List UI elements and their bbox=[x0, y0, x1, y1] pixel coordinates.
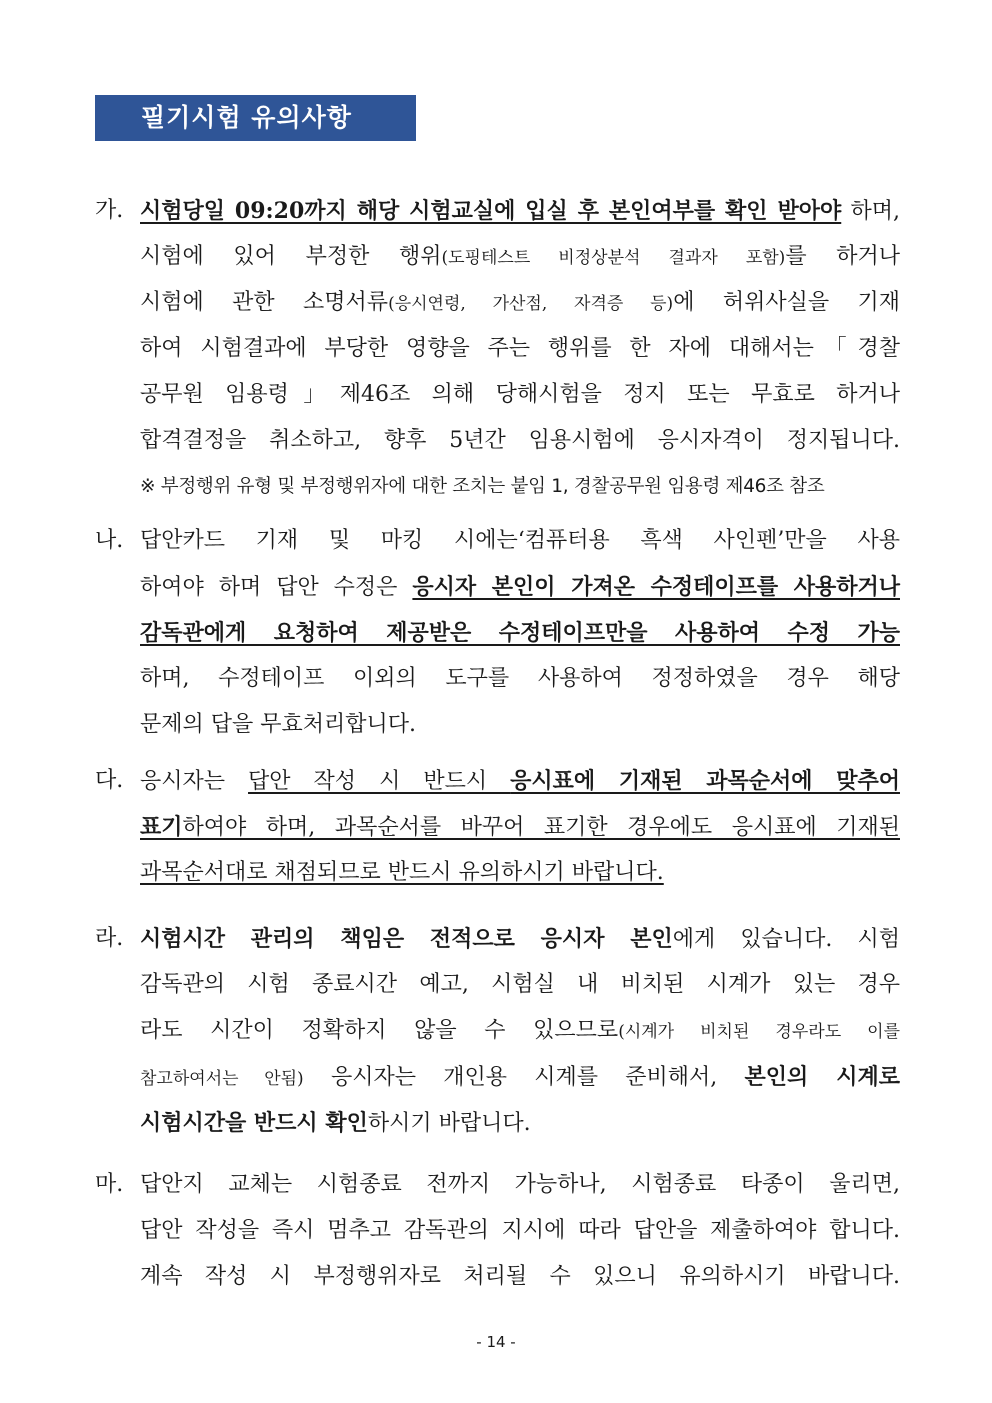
item-marker: 나. bbox=[95, 528, 124, 553]
emphasis-text: 표기 bbox=[140, 814, 183, 840]
text-line: 답안지 교체는 시험종료 전까지 가능하나, 시험종료 타종이 울리면, bbox=[140, 1172, 900, 1197]
text-span: 를 하거나 bbox=[785, 244, 900, 269]
text-line: 하며, 수정테이프 이외의 도구를 사용하여 정정하였을 경우 해당 bbox=[140, 666, 900, 691]
text-line bbox=[140, 188, 900, 234]
text-line: 과목순서대로 채점되므로 반드시 유의하시기 바랍니다. bbox=[140, 860, 664, 885]
text-span: 에게 있습니다. 시험 bbox=[672, 927, 900, 952]
text-span: 하여야 하며, 과목순서를 바꾸어 표기한 경우에도 응시표에 기재된 bbox=[182, 815, 900, 840]
emphasis-line: 감독관에게 요청하여 제공받은 수정테이프만을 사용하여 수정 가능 bbox=[140, 620, 900, 646]
text-line: 문제의 답을 무효처리합니다. bbox=[140, 712, 417, 737]
item-marker: 라. bbox=[95, 926, 124, 951]
page-title: 필기시험 유의사항 bbox=[95, 95, 416, 141]
text-line: 답안카드 기재 및 마킹 시에는‘컴퓨터용 흑색 사인펜’만을 사용 bbox=[140, 528, 900, 553]
parenthetical-text: (시계가 비치된 경우라도 이를 bbox=[618, 1022, 900, 1042]
emphasis-text: 시험시간 관리의 책임은 전적으로 응시자 본인 bbox=[140, 926, 673, 952]
item-marker: 가. bbox=[95, 198, 124, 223]
parenthetical-text: (도핑테스트 비정상분석 결과자 포함) bbox=[441, 248, 786, 268]
text-span: 응시자는 개인용 시계를 준비해서, bbox=[303, 1065, 745, 1090]
item-marker: 다. bbox=[95, 768, 124, 793]
emphasis-text: 시험시간을 반드시 확인 bbox=[140, 1110, 368, 1136]
text-span: 응시자는 bbox=[140, 769, 249, 794]
text-span: 하시기 바랍니다. bbox=[367, 1111, 531, 1136]
text-span: 라도 시간이 정확하지 않을 수 있으므로 bbox=[140, 1018, 619, 1043]
text-span: 하여야 하며 답안 수정은 bbox=[140, 575, 413, 600]
emphasis-text: 본인의 시계로 bbox=[744, 1064, 900, 1090]
text-line: 합격결정을 취소하고, 향후 5년간 임용시험에 응시자격이 정지됩니다. bbox=[140, 428, 900, 453]
text-span: 시험에 관한 소명서류 bbox=[140, 290, 389, 315]
text-line: 답안 작성을 즉시 멈추고 감독관의 지시에 따라 답안을 제출하여야 합니다. bbox=[140, 1218, 900, 1243]
text-span: 시험에 있어 부정한 행위 bbox=[140, 244, 442, 269]
text-line bbox=[140, 804, 900, 850]
underlined-text: 답안 작성 시 반드시 bbox=[248, 769, 511, 794]
parenthetical-text: (응시연령, 가산점, 자격증 등) bbox=[388, 294, 674, 314]
text-span: 하며, bbox=[841, 199, 900, 224]
text-line bbox=[140, 1054, 900, 1100]
parenthetical-text: 참고하여서는 안됨) bbox=[140, 1069, 304, 1089]
emphasis-text: 응시자 본인이 가져온 수정테이프를 사용하거나 bbox=[412, 574, 900, 600]
text-line: 감독관의 시험 종료시간 예고, 시험실 내 비치된 시계가 있는 경우 bbox=[140, 972, 900, 997]
text-line bbox=[140, 564, 900, 610]
page-number: - 14 - bbox=[476, 1333, 516, 1351]
text-line bbox=[140, 758, 900, 804]
reference-note: ※ 부정행위 유형 및 부정행위자에 대한 조치는 붙임 1, 경찰공무원 임용령 제46조 참조 bbox=[140, 476, 825, 497]
text-line bbox=[140, 1100, 900, 1146]
text-line bbox=[140, 916, 900, 962]
text-line: 공무원 임용령」제46조 의해 당해시험을 정지 또는 무효로 하거나 bbox=[140, 382, 900, 407]
text-span: 에 허위사실을 기재 bbox=[673, 290, 900, 315]
text-line: 하여 시험결과에 부당한 영향을 주는 행위를 한 자에 대해서는「경찰 bbox=[140, 336, 900, 361]
text-line bbox=[140, 280, 900, 326]
text-line: 계속 작성 시 부정행위자로 처리될 수 있으니 유의하시기 바랍니다. bbox=[140, 1264, 900, 1289]
text-line bbox=[140, 1008, 900, 1054]
item-marker: 마. bbox=[95, 1172, 124, 1197]
text-line bbox=[140, 234, 900, 280]
emphasis-text: 시험당일 09:20까지 해당 시험교실에 입실 후 본인여부를 확인 받아야 bbox=[140, 198, 842, 224]
emphasis-text: 응시표에 기재된 과목순서에 맞추어 bbox=[510, 768, 900, 794]
